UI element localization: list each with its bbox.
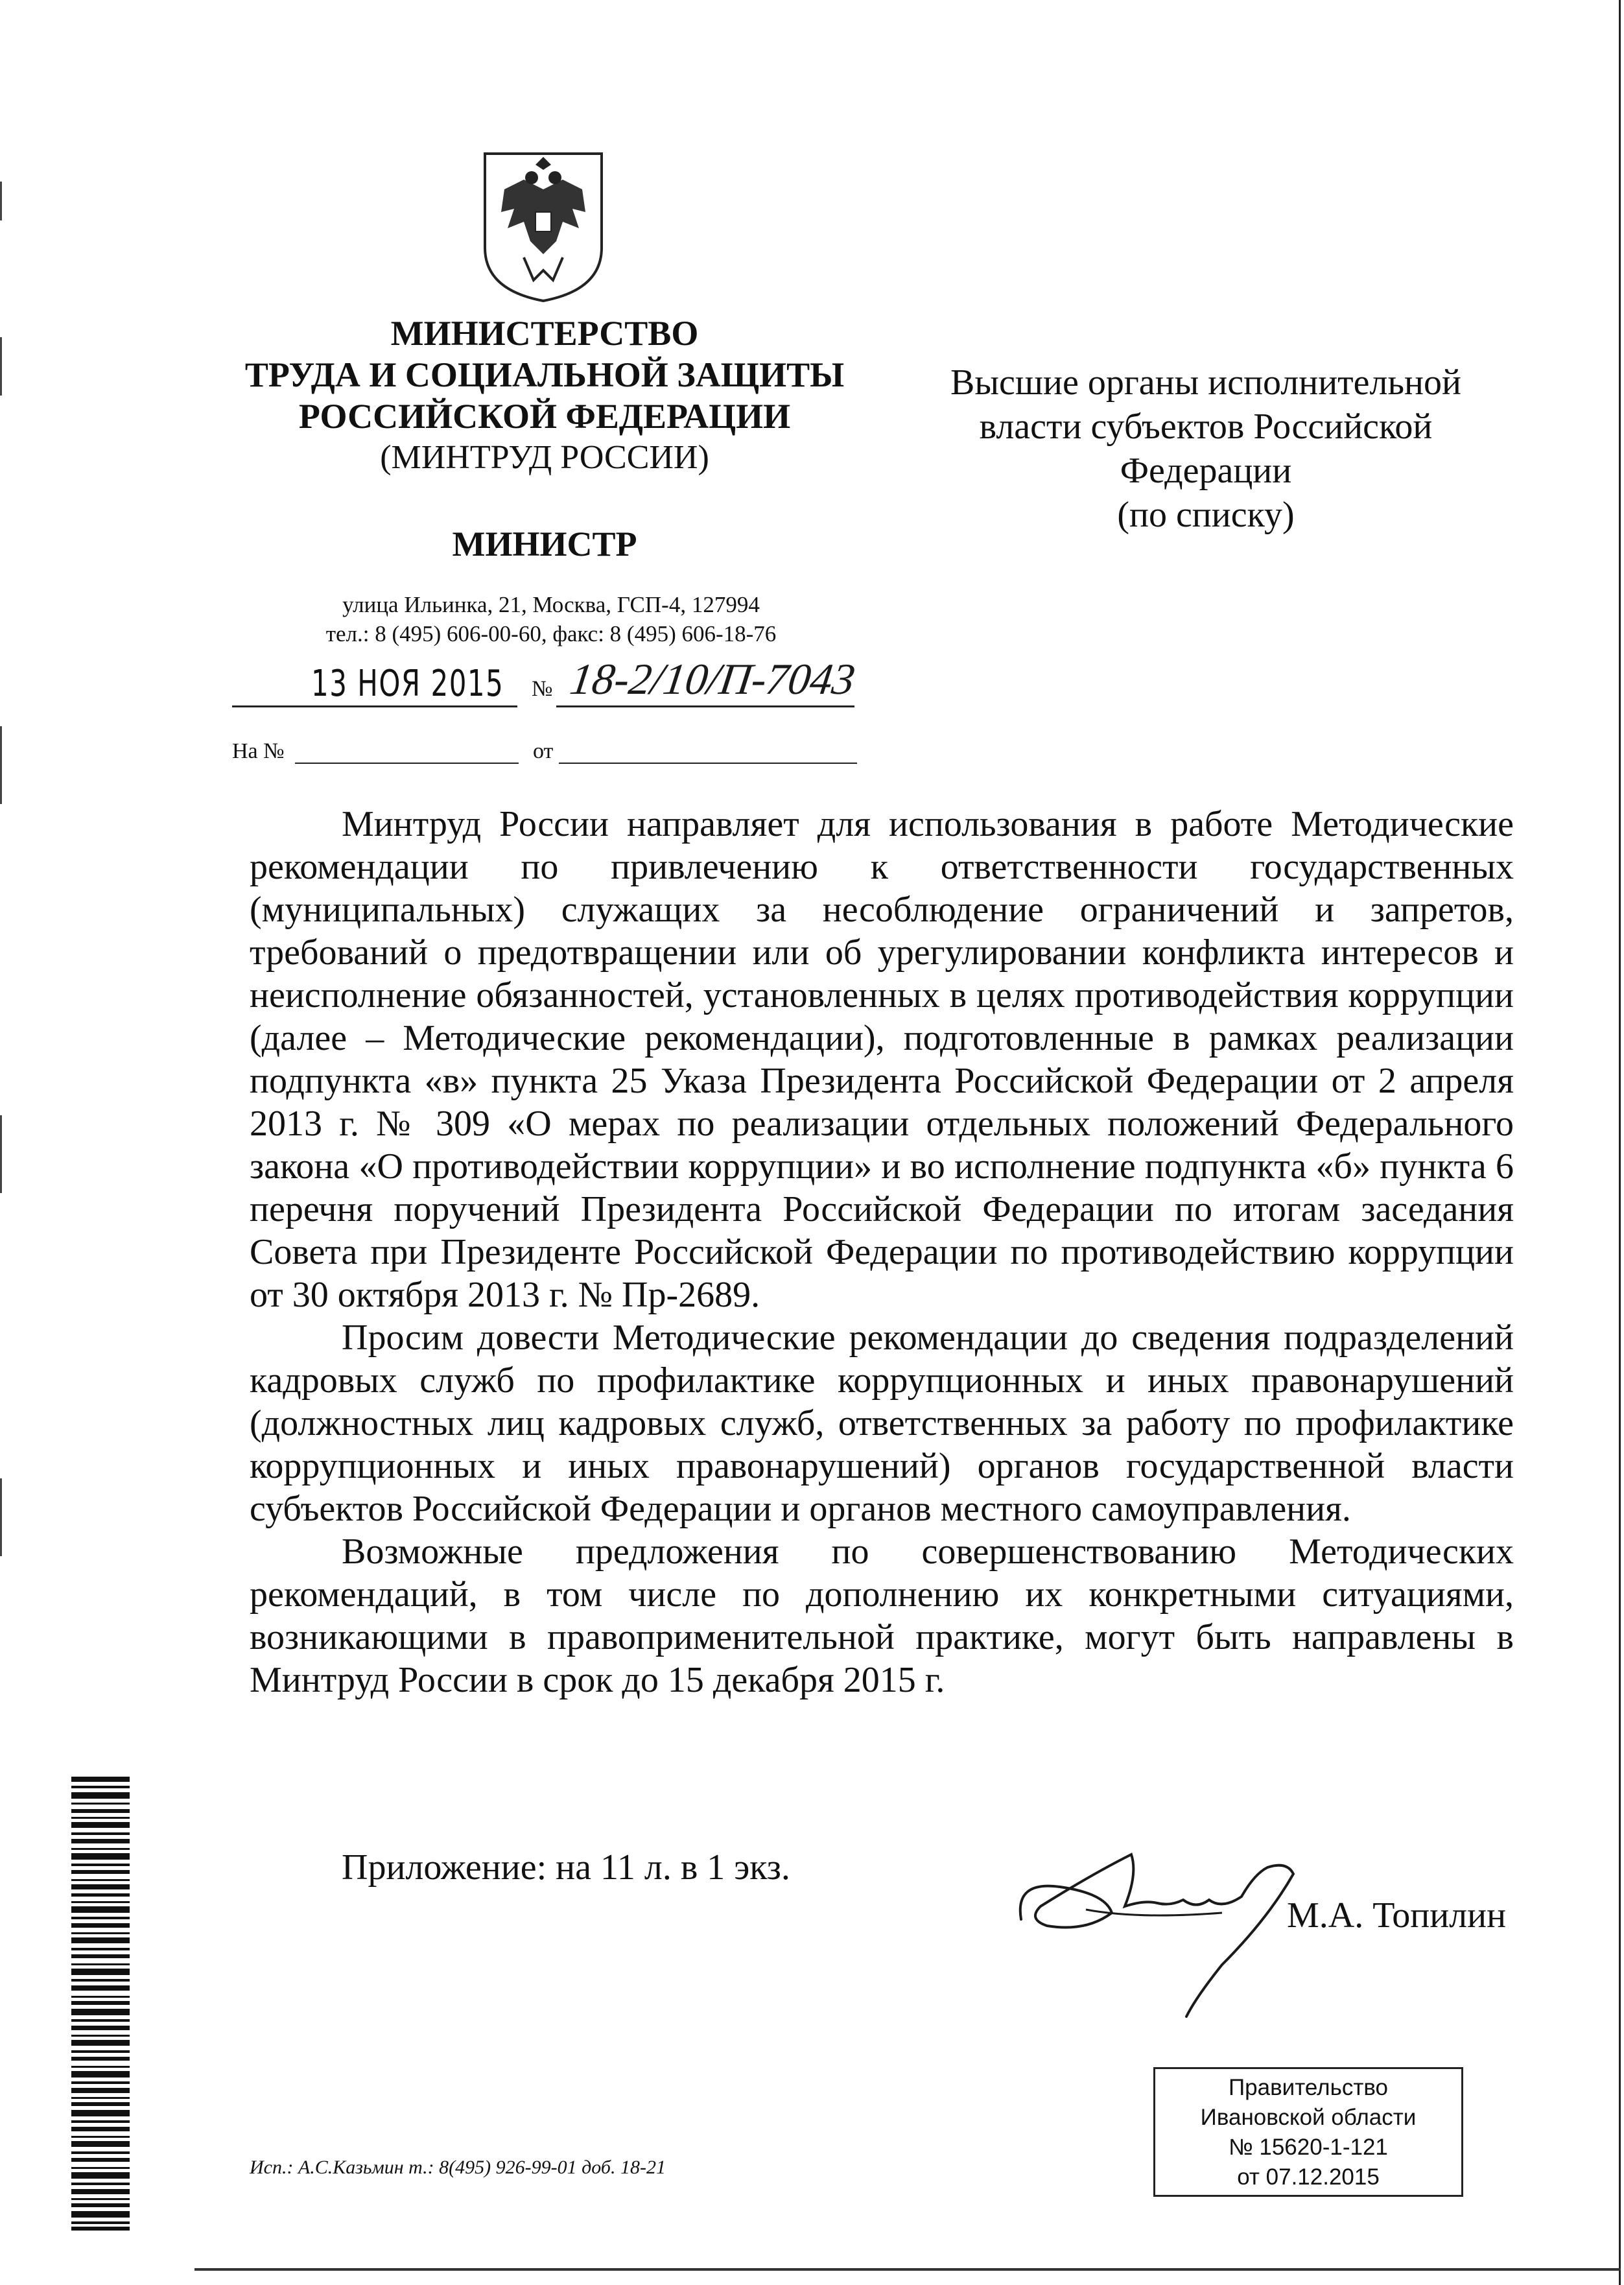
margin-mark	[0, 337, 2, 396]
handwritten-signature	[1008, 1835, 1326, 2030]
addressee-line: (по списку)	[1117, 495, 1295, 535]
stamp-line: от 07.12.2015	[1237, 2164, 1380, 2190]
ministry-abbreviation: (МИНТРУД РОССИИ)	[380, 439, 709, 476]
registration-date-stamp: 13 НОЯ 2015	[311, 663, 504, 705]
stamp-line: № 15620-1-121	[1229, 2135, 1388, 2160]
reference-number-line	[295, 763, 519, 764]
ministry-title-line1: МИНИСТЕРСТВО	[390, 314, 699, 353]
margin-mark	[0, 1115, 2, 1193]
margin-mark	[0, 182, 2, 220]
reference-date-line	[559, 763, 857, 764]
address-line: улица Ильинка, 21, Москва, ГСП-4, 127994	[342, 592, 760, 617]
date-underline	[232, 705, 517, 707]
position-title: МИНИСТР	[452, 525, 637, 563]
margin-mark	[0, 1478, 2, 1556]
address-line: тел.: 8 (495) 606-00-60, факс: 8 (495) 606-18-76	[325, 621, 777, 646]
coat-of-arms-icon	[478, 150, 608, 303]
addressee-line: Высшие органы исполнительной	[950, 362, 1461, 403]
incoming-registration-stamp	[1153, 2067, 1463, 2197]
letter-body	[250, 803, 1514, 1701]
addressee-block	[895, 361, 1517, 537]
reference-label: На №	[232, 739, 285, 763]
executor-contact: Исп.: А.С.Казьмин т.: 8(495) 926-99-01 доб. 18-21	[250, 2157, 666, 2178]
barcode-icon	[71, 1777, 130, 2231]
margin-mark	[0, 726, 2, 804]
page-edge-right	[1619, 0, 1621, 2285]
addressee-line: Федерации	[1120, 451, 1292, 491]
body-paragraph: Просим довести Методические рекомендации до сведения подразделений кадровых служб по профилактике коррупционных и иных правонарушений (должностных лиц кадровых служб, ответственных за работу по профилактике коррупционных и иных правонарушений) органов государственной власти субъектов Российской Федерации и органов местного самоуправления.	[250, 1318, 1514, 1529]
ministry-title-line2: ТРУДА И СОЦИАЛЬНОЙ ЗАЩИТЫ	[244, 355, 845, 394]
number-underline	[556, 705, 854, 707]
body-paragraph: Возможные предложения по совершенствованию Методических рекомендаций, в том числе по дополнению их конкретными ситуациями, возникающими в правоприменительной практике, могут быть направлены в Минтруд России в срок до 15 декабря 2015 г.	[250, 1532, 1514, 1700]
attachment-note: Приложение: на 11 л. в 1 экз.	[342, 1847, 790, 1888]
signer-name: М.А. Топилин	[1287, 1895, 1507, 1936]
body-paragraph: Минтруд России направляет для использования в работе Методические рекомендации по привлечению к ответственности государственных (муниципальных) служащих за несоблюдение ограничений и запретов, требований о предотвращении или об урегулировании конфликта интересов и неисполнение обязанностей, установленных в целях противодействия коррупции (далее – Методические рекомендации), подготовленные в рамках реализации подпункта «в» пункта 25 Указа Президента Российской Федерации от 2 апреля 2013 г. № 309 «О мерах по реализации отдельных положений Федерального закона «О противодействии коррупции» и во исполнение подпункта «б» пункта 6 перечня поручений Президента Российской Федерации по итогам заседания Совета при Президенте Российской Федерации по противодействию коррупции от 30 октября 2013 г. № Пр-2689.	[250, 804, 1514, 1315]
reference-from-label: от	[533, 739, 554, 763]
ministry-header	[182, 313, 908, 564]
number-sign: №	[532, 677, 553, 701]
ministry-address	[227, 590, 875, 648]
addressee-line: власти субъектов Российской	[979, 407, 1433, 447]
ministry-title-line3: РОССИЙСКОЙ ФЕДЕРАЦИИ	[298, 397, 791, 436]
page-edge-bottom	[194, 2268, 1621, 2271]
registration-number-handwritten: 18-2/10/П-7043	[567, 654, 858, 704]
stamp-line: Правительство	[1228, 2075, 1389, 2100]
stamp-line: Ивановской области	[1200, 2105, 1417, 2130]
